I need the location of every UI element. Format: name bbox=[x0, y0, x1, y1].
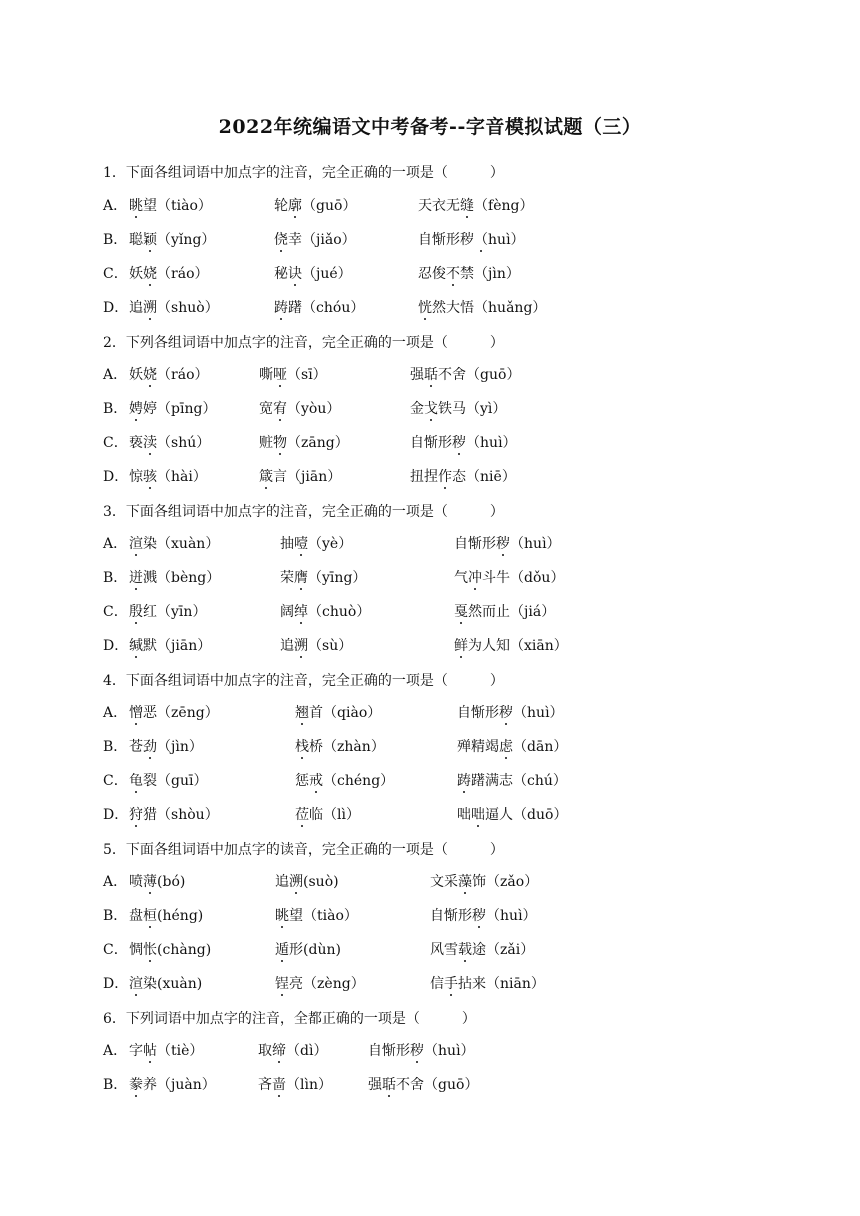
emphasis-dot-char: 眺 bbox=[275, 908, 289, 924]
emphasis-dot-char: 龟 bbox=[129, 773, 143, 789]
option-word: 轮廓（guō） bbox=[274, 198, 357, 214]
emphasis-dot-char: 颖 bbox=[143, 232, 157, 248]
emphasis-dot-char: 殷 bbox=[129, 604, 143, 620]
option-word: 殷红（yīn） bbox=[129, 604, 207, 620]
emphasis-dot-char: 宥 bbox=[273, 401, 287, 417]
emphasis-dot-char: 戒 bbox=[309, 773, 323, 789]
emphasis-dot-char: 膺 bbox=[294, 570, 308, 586]
option-label: B． bbox=[103, 908, 128, 924]
option-word: 缄默（jiān） bbox=[129, 638, 212, 654]
emphasis-dot-char: 作 bbox=[438, 469, 452, 485]
emphasis-dot-char: 渲 bbox=[129, 536, 143, 552]
option-word: 惩戒（chéng） bbox=[295, 773, 395, 789]
option-word: 吝啬（lìn） bbox=[258, 1077, 332, 1093]
option-word: 锃亮（zèng） bbox=[275, 976, 365, 992]
emphasis-dot-char: 溯 bbox=[294, 638, 308, 654]
emphasis-dot-char: 帖 bbox=[143, 1043, 157, 1059]
emphasis-dot-char: 怅 bbox=[143, 942, 157, 958]
option-word: 眺望（tiào） bbox=[275, 908, 358, 924]
option-word: 信手拈来（niān） bbox=[430, 976, 545, 992]
option-word: 阔绰（chuò） bbox=[280, 604, 371, 620]
emphasis-dot-char: 戛 bbox=[454, 604, 468, 620]
option-word: 苍劲（jìn） bbox=[129, 739, 203, 755]
option-word: 自惭形秽（huì） bbox=[430, 908, 537, 924]
option-label: B． bbox=[103, 570, 128, 586]
emphasis-dot-char: 憎 bbox=[129, 705, 143, 721]
emphasis-dot-char: 眺 bbox=[129, 198, 143, 214]
option-word: 栈桥（zhàn） bbox=[295, 739, 385, 755]
option-word: 娉婷（pīng） bbox=[129, 401, 217, 417]
page-title: 2022年统编语文中考备考--字音模拟试题（三） bbox=[218, 116, 642, 138]
option-word: 嘶哑（sī） bbox=[259, 367, 327, 383]
emphasis-dot-char: 藻 bbox=[458, 874, 472, 890]
emphasis-dot-char: 桓 bbox=[143, 908, 157, 924]
emphasis-dot-char: 遁 bbox=[275, 942, 289, 958]
option-label: C． bbox=[103, 604, 128, 620]
option-word: 金戈铁马（yì） bbox=[410, 401, 507, 417]
option-word: 渲染（xuàn） bbox=[129, 536, 220, 552]
option-word: 喷薄(bó) bbox=[129, 874, 186, 890]
emphasis-dot-char: 侥 bbox=[274, 232, 288, 248]
option-word: 渲染(xuàn) bbox=[129, 976, 203, 992]
emphasis-dot-char: 劲 bbox=[143, 739, 157, 755]
option-word: 字帖（tiè） bbox=[129, 1043, 204, 1059]
option-word: 扭捏作态（niē） bbox=[410, 469, 516, 485]
option-word: 荣膺（yīng） bbox=[280, 570, 367, 586]
option-word: 惊骇（hài） bbox=[129, 469, 207, 485]
emphasis-dot-char: 渲 bbox=[129, 976, 143, 992]
option-word: 强聒不舍（guō） bbox=[410, 367, 521, 383]
question-stem: 4．下面各组词语中加点字的注音，完全正确的一项是（ ） bbox=[103, 673, 504, 689]
option-label: A． bbox=[103, 367, 128, 383]
option-label: A． bbox=[103, 198, 128, 214]
option-word: 遁形(dùn) bbox=[275, 942, 341, 958]
emphasis-dot-char: 箴 bbox=[259, 469, 273, 485]
option-word: 自惭形秽（huì） bbox=[368, 1043, 475, 1059]
emphasis-dot-char: 绰 bbox=[294, 604, 308, 620]
option-word: 踌躇满志（chú） bbox=[457, 773, 567, 789]
option-word: 迸溅（bèng） bbox=[129, 570, 221, 586]
option-label: A． bbox=[103, 705, 128, 721]
emphasis-dot-char: 手 bbox=[444, 976, 458, 992]
emphasis-dot-char: 戈 bbox=[424, 401, 438, 417]
option-label: B． bbox=[103, 232, 128, 248]
emphasis-dot-char: 秽 bbox=[496, 536, 510, 552]
option-word: 殚精竭虑（dān） bbox=[457, 739, 568, 755]
emphasis-dot-char: 骇 bbox=[143, 469, 157, 485]
option-word: 恍然大悟（huǎng） bbox=[418, 300, 547, 316]
option-word: 取缔（dì） bbox=[258, 1043, 328, 1059]
emphasis-dot-char: 聒 bbox=[424, 367, 438, 383]
option-label: D． bbox=[103, 469, 129, 485]
emphasis-dot-char: 诀 bbox=[288, 266, 302, 282]
emphasis-dot-char: 秽 bbox=[472, 908, 486, 924]
emphasis-dot-char: 莅 bbox=[295, 807, 309, 823]
option-label: D． bbox=[103, 807, 129, 823]
emphasis-dot-char: 秽 bbox=[410, 1043, 424, 1059]
option-word: 翘首（qiào） bbox=[295, 705, 382, 721]
option-word: 侥幸（jiǎo） bbox=[274, 232, 356, 248]
option-word: 追溯(suò) bbox=[275, 874, 339, 890]
option-word: 踌躇（chóu） bbox=[274, 300, 365, 316]
option-word: 抽噎（yè） bbox=[280, 536, 353, 552]
option-word: 妖娆（ráo） bbox=[129, 367, 209, 383]
emphasis-dot-char: 缄 bbox=[129, 638, 143, 654]
option-word: 风雪载途（zǎi） bbox=[430, 942, 535, 958]
option-word: 秘诀（jué） bbox=[274, 266, 352, 282]
option-word: 自惭形秽（huì） bbox=[418, 232, 525, 248]
option-word: 咄咄逼人（duō） bbox=[457, 807, 568, 823]
emphasis-dot-char: 娆 bbox=[143, 266, 157, 282]
option-word: 宽宥（yòu） bbox=[259, 401, 341, 417]
option-label: C． bbox=[103, 266, 128, 282]
emphasis-dot-char: 秽 bbox=[499, 705, 513, 721]
emphasis-dot-char: 狩 bbox=[129, 807, 143, 823]
emphasis-dot-char: 缝 bbox=[460, 198, 474, 214]
emphasis-dot-char: 载 bbox=[458, 942, 472, 958]
emphasis-dot-char: 缔 bbox=[272, 1043, 286, 1059]
option-label: A． bbox=[103, 536, 128, 552]
emphasis-dot-char: 迸 bbox=[129, 570, 143, 586]
emphasis-dot-char: 鲜 bbox=[454, 638, 468, 654]
emphasis-dot-char: 栈 bbox=[295, 739, 309, 755]
option-label: A． bbox=[103, 1043, 128, 1059]
option-label: D． bbox=[103, 300, 129, 316]
option-word: 狩猎（shòu） bbox=[129, 807, 219, 823]
option-word: 追溯（sù） bbox=[280, 638, 353, 654]
option-label: B． bbox=[103, 401, 128, 417]
option-word: 龟裂（guī） bbox=[129, 773, 208, 789]
option-word: 聪颖（yǐng） bbox=[129, 232, 216, 248]
emphasis-dot-char: 溯 bbox=[143, 300, 157, 316]
emphasis-dot-char: 聒 bbox=[382, 1077, 396, 1093]
emphasis-dot-char: 噎 bbox=[294, 536, 308, 552]
emphasis-dot-char: 锃 bbox=[275, 976, 289, 992]
option-word: 豢养（juàn） bbox=[129, 1077, 216, 1093]
question-stem: 6．下列词语中加点字的注音，全都正确的一项是（ ） bbox=[103, 1011, 476, 1027]
emphasis-dot-char: 秽 bbox=[452, 435, 466, 451]
option-word: 自惭形秽（huì） bbox=[410, 435, 517, 451]
option-word: 自惭形秽（huì） bbox=[454, 536, 561, 552]
question-stem: 3．下面各组词语中加点字的注音，完全正确的一项是（ ） bbox=[103, 504, 504, 520]
emphasis-dot-char: 渎 bbox=[143, 435, 157, 451]
emphasis-dot-char: 踌 bbox=[274, 300, 288, 316]
option-word: 天衣无缝（fèng） bbox=[418, 198, 534, 214]
option-word: 戛然而止（jiá） bbox=[454, 604, 556, 620]
emphasis-dot-char: 咄 bbox=[471, 807, 485, 823]
option-label: C． bbox=[103, 773, 128, 789]
question-stem: 1．下面各组词语中加点字的注音，完全正确的一项是（ ） bbox=[103, 165, 504, 181]
option-word: 气冲斗牛（dǒu） bbox=[454, 570, 565, 586]
option-word: 忍俊不禁（jìn） bbox=[418, 266, 520, 282]
emphasis-dot-char: 溯 bbox=[289, 874, 303, 890]
option-word: 妖娆（ráo） bbox=[129, 266, 209, 282]
emphasis-dot-char: 物 bbox=[273, 435, 287, 451]
emphasis-dot-char: 踌 bbox=[457, 773, 471, 789]
emphasis-dot-char: 娆 bbox=[143, 367, 157, 383]
option-word: 盘桓(héng) bbox=[129, 908, 204, 924]
option-word: 鲜为人知（xiān） bbox=[454, 638, 568, 654]
emphasis-dot-char: 冲 bbox=[468, 570, 482, 586]
emphasis-dot-char: 薄 bbox=[143, 874, 157, 890]
option-word: 眺望（tiào） bbox=[129, 198, 212, 214]
emphasis-dot-char: 娉 bbox=[129, 401, 143, 417]
emphasis-dot-char: 啬 bbox=[272, 1077, 286, 1093]
emphasis-dot-char: 虑 bbox=[499, 739, 513, 755]
emphasis-dot-char: 不 bbox=[446, 266, 460, 282]
option-label: D． bbox=[103, 638, 129, 654]
option-word: 赃物（zāng） bbox=[259, 435, 349, 451]
emphasis-dot-char: 哑 bbox=[273, 367, 287, 383]
option-label: C． bbox=[103, 435, 128, 451]
option-word: 憎恶（zēng） bbox=[129, 705, 219, 721]
option-label: C． bbox=[103, 942, 128, 958]
option-word: 追溯（shuò） bbox=[129, 300, 219, 316]
option-word: 文采藻饰（zǎo） bbox=[430, 874, 539, 890]
emphasis-dot-char: 恍 bbox=[418, 300, 432, 316]
option-word: 莅临（lì） bbox=[295, 807, 360, 823]
option-label: A． bbox=[103, 874, 128, 890]
question-stem: 5．下面各组词语中加点字的读音，完全正确的一项是（ ） bbox=[103, 842, 504, 858]
option-label: D． bbox=[103, 976, 129, 992]
option-word: 箴言（jiān） bbox=[259, 469, 342, 485]
option-label: B． bbox=[103, 739, 128, 755]
emphasis-dot-char: 豢 bbox=[129, 1077, 143, 1093]
option-word: 自惭形秽（huì） bbox=[457, 705, 564, 721]
emphasis-dot-char: （ bbox=[474, 232, 488, 248]
option-word: 强聒不舍（guō） bbox=[368, 1077, 479, 1093]
question-stem: 2．下列各组词语中加点字的注音，完全正确的一项是（ ） bbox=[103, 335, 504, 351]
emphasis-dot-char: 翘 bbox=[295, 705, 309, 721]
option-word: 亵渎（shú） bbox=[129, 435, 211, 451]
option-word: 惆怅(chàng) bbox=[129, 942, 212, 958]
emphasis-dot-char: 廓 bbox=[288, 198, 302, 214]
option-label: B． bbox=[103, 1077, 128, 1093]
